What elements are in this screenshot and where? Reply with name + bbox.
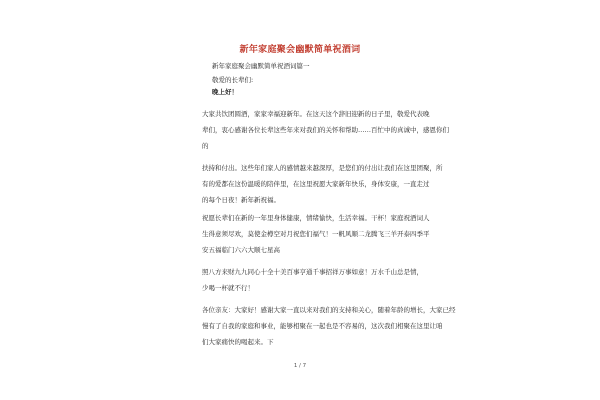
paragraph-4-line: 照八方来财九九同心十全十美百事亨通千事招祥万事如意！万水千山总是情， (202, 268, 423, 276)
paragraph-2-line: 扶持和付出。这些年们家人的感情越来越深厚，是您们的付出让我们在这里团聚，所 (202, 164, 443, 172)
paragraph-4-line: 少喝一杯就不行！ (202, 284, 254, 292)
paragraph-5-line: 各位亲友：大家好！感谢大家一直以来对我们的支持和关心，随着年龄的增长，大家已经 (202, 306, 456, 314)
paragraph-1-line: 的 (202, 142, 209, 150)
paragraph-5-line: 慢有了自我的家庭和事业，能够相聚在一起也是不容易的，这次我们相聚在这里让咱 (202, 322, 443, 330)
document-title: 新年家庭聚会幽默简单祝酒词 (239, 45, 361, 55)
paragraph-2-line: 有的爱都在这份温暖的陪伴里，在这里祝愿大家新年快乐，身体安康，一直走过 (202, 180, 430, 188)
paragraph-2-line: 的每个日夜！新年新祝福。 (202, 196, 280, 204)
subtitle: 新年家庭聚会幽默简单祝酒词篇一 (212, 62, 310, 70)
paragraph-1-line: 辈们，衷心感谢各位长辈这些年来对我们的关怀和帮助……百忙中的真诚中，感恩你们 (202, 126, 449, 134)
page-number: 1 / 7 (293, 363, 307, 369)
paragraph-5-line: 们大家痛快的喝起来。下 (202, 338, 274, 346)
greeting: 晚上好！ (212, 88, 238, 96)
salutation: 敬爱的长辈们: (212, 76, 254, 84)
paragraph-3-line: 祝愿长辈们在新的一年里身体健康，情绪愉快，生活幸福。干杯！家庭祝酒词人 (202, 214, 430, 222)
paragraph-3-line: 生得意须尽欢，莫使金樽空对月祝您们福气！一帆风顺二龙腾飞三羊开泰四季平 (202, 230, 430, 238)
paragraph-1-line: 大家共饮团圆酒，家家幸福迎新年。在这天这个辞旧迎新的日子里，敬爱代表晚 (202, 110, 430, 118)
paragraph-3-line: 安五福临门六六大顺七星高 (202, 246, 280, 254)
